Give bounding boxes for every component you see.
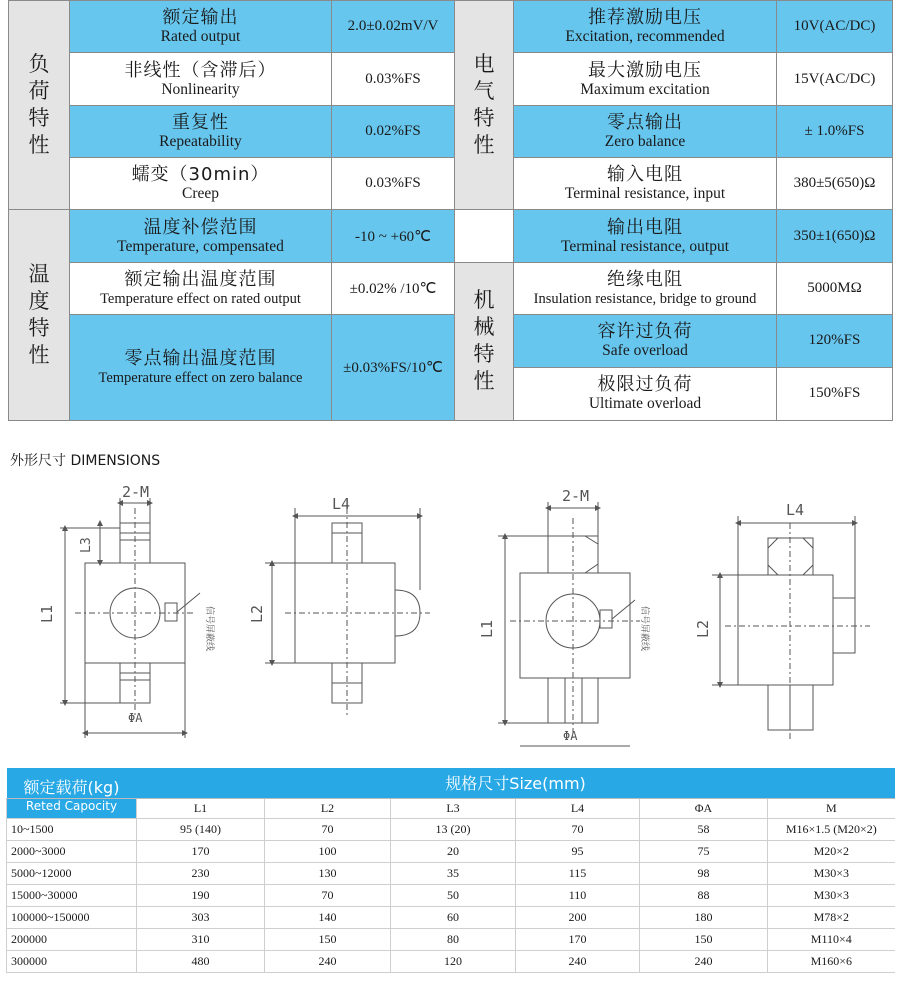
capacity-header-en: Reted Capocity xyxy=(7,798,137,818)
spec-name-cell xyxy=(514,315,777,367)
spec-name-cell xyxy=(70,210,332,262)
table-cell: 310 xyxy=(137,928,265,950)
table-cell: M110×4 xyxy=(768,928,895,950)
spec-name-en: Terminal resistance, output xyxy=(560,237,730,255)
table-cell: 15000~30000 xyxy=(7,884,137,906)
label-l1: L1 xyxy=(38,604,56,623)
spec-name-cell xyxy=(70,262,332,314)
spec-value: 150%FS xyxy=(777,367,893,420)
table-cell: 58 xyxy=(640,818,768,840)
spec-name-en: Temperature effect on rated output xyxy=(100,290,301,307)
table-cell: 100 xyxy=(265,840,391,862)
table-row xyxy=(7,906,895,928)
table-cell: 80 xyxy=(391,928,516,950)
table-row xyxy=(7,950,895,972)
spec-value: 380±5(650)Ω xyxy=(777,158,893,210)
dimensions-title: 外形尺寸 DIMENSIONS xyxy=(10,453,161,469)
category-temperature xyxy=(9,210,70,421)
label-l1-2: L1 xyxy=(478,619,496,638)
table-cell: 20 xyxy=(391,840,516,862)
column-header: L2 xyxy=(265,798,391,818)
label-cable: 信号屏蔽线 xyxy=(204,606,214,652)
dimension-drawing xyxy=(0,478,900,748)
spec-name-en: Repeatability xyxy=(159,132,242,150)
spec-name-en: Terminal resistance, input xyxy=(564,185,726,203)
spec-name-en: Safe overload xyxy=(602,342,688,360)
table-cell: M30×3 xyxy=(768,862,895,884)
spec-value: 0.03%FS xyxy=(332,53,455,105)
table-cell: 95 xyxy=(516,840,640,862)
table-row xyxy=(7,818,895,840)
spec-value: 120%FS xyxy=(777,315,893,367)
column-header: M xyxy=(768,798,895,818)
spec-name-cell xyxy=(514,105,777,157)
category-temperature-text: 温 度 特 性 xyxy=(28,262,50,368)
table-cell: 95 (140) xyxy=(137,818,265,840)
table-cell: 200000 xyxy=(7,928,137,950)
table-cell: 2000~3000 xyxy=(7,840,137,862)
table-cell: 98 xyxy=(640,862,768,884)
spec-value: 5000MΩ xyxy=(777,262,893,314)
spec-name-en: Maximum excitation xyxy=(580,80,710,98)
label-l4-2: L4 xyxy=(786,501,805,519)
spec-name-cn: 零点输出 xyxy=(607,111,683,133)
size-header-title: 规格尺寸Size(mm) xyxy=(137,768,895,798)
spec-name-cn: 额定输出温度范围 xyxy=(124,268,277,290)
table-cell: 130 xyxy=(265,862,391,884)
spec-name-cell xyxy=(514,158,777,210)
label-phi-a-2: ΦA xyxy=(563,729,578,743)
spec-name-cell xyxy=(70,1,332,53)
spec-name-cn: 极限过负荷 xyxy=(597,374,693,396)
table-cell: 13 (20) xyxy=(391,818,516,840)
table-row xyxy=(7,840,895,862)
spec-name-en: Zero balance xyxy=(604,132,686,150)
table-cell: 230 xyxy=(137,862,265,884)
capacity-header-cn: 额定载荷(kg) xyxy=(7,768,137,798)
column-header: L3 xyxy=(391,798,516,818)
spec-value: 0.03%FS xyxy=(332,158,455,210)
spec-name-cell xyxy=(70,158,332,210)
spec-name-en: Temperature, compensated xyxy=(117,237,284,255)
label-l2-2: L2 xyxy=(694,619,712,638)
table-cell: 75 xyxy=(640,840,768,862)
figure-front-view-2 xyxy=(498,502,640,746)
table-cell: 480 xyxy=(137,950,265,972)
table-cell: 150 xyxy=(640,928,768,950)
spec-name-cell xyxy=(70,53,332,105)
spec-name-cn: 非线性（含滞后） xyxy=(124,59,277,81)
spec-name-cell xyxy=(514,210,777,262)
table-row xyxy=(7,928,895,950)
spec-name-cell xyxy=(514,53,777,105)
spec-name-cn: 最大激励电压 xyxy=(588,59,702,81)
spec-name-en: Temperature effect on zero balance xyxy=(98,370,303,387)
table-cell: M78×2 xyxy=(768,906,895,928)
category-electrical xyxy=(455,1,514,210)
spec-name-cell xyxy=(70,105,332,157)
spec-name-cn: 输入电阻 xyxy=(607,164,683,186)
table-cell: M160×6 xyxy=(768,950,895,972)
size-table xyxy=(6,768,895,973)
label-2-m: 2-M xyxy=(122,483,150,501)
spec-name-cn: 蠕变（30min） xyxy=(131,164,270,186)
table-cell: 70 xyxy=(516,818,640,840)
label-l3: L3 xyxy=(79,537,94,553)
spec-name-en: Excitation, recommended xyxy=(565,28,725,46)
specification-table xyxy=(8,0,893,421)
table-cell: 170 xyxy=(137,840,265,862)
table-row xyxy=(7,862,895,884)
spec-name-cell xyxy=(70,315,332,421)
spec-name-cn: 绝缘电阻 xyxy=(607,268,683,290)
category-load xyxy=(9,1,70,210)
spec-value: 0.02%FS xyxy=(332,105,455,157)
column-header: L1 xyxy=(137,798,265,818)
table-cell: 120 xyxy=(391,950,516,972)
spec-value: 2.0±0.02mV/V xyxy=(332,1,455,53)
table-cell: 70 xyxy=(265,884,391,906)
table-cell: M30×3 xyxy=(768,884,895,906)
table-cell: 240 xyxy=(265,950,391,972)
column-header: ΦA xyxy=(640,798,768,818)
label-phi-a: ΦA xyxy=(128,711,143,725)
table-cell: 70 xyxy=(265,818,391,840)
table-cell: 35 xyxy=(391,862,516,884)
table-cell: 5000~12000 xyxy=(7,862,137,884)
table-cell: M20×2 xyxy=(768,840,895,862)
spec-name-cell xyxy=(514,1,777,53)
spec-name-cell xyxy=(514,262,777,314)
table-cell: 190 xyxy=(137,884,265,906)
table-cell: 170 xyxy=(516,928,640,950)
spec-name-cn: 重复性 xyxy=(172,111,229,133)
spec-name-en: Creep xyxy=(181,185,219,203)
table-cell: 300000 xyxy=(7,950,137,972)
table-cell: 303 xyxy=(137,906,265,928)
spec-name-cn: 容许过负荷 xyxy=(597,321,693,343)
spec-name-cn: 温度补偿范围 xyxy=(143,216,258,238)
spec-name-en: Nonlinearity xyxy=(161,80,240,98)
label-l4: L4 xyxy=(332,495,351,513)
category-mechanical xyxy=(455,262,514,420)
label-cable-2: 信号屏蔽线 xyxy=(639,606,649,652)
table-cell: 50 xyxy=(391,884,516,906)
table-cell: 180 xyxy=(640,906,768,928)
spec-value: ±0.03%FS/10℃ xyxy=(332,315,455,421)
spec-value: 15V(AC/DC) xyxy=(777,53,893,105)
category-electrical-text: 电 气 特 性 xyxy=(473,52,495,158)
table-cell: 88 xyxy=(640,884,768,906)
table-cell: 240 xyxy=(640,950,768,972)
spec-name-cn: 零点输出温度范围 xyxy=(124,348,277,370)
spec-value: 350±1(650)Ω xyxy=(777,210,893,262)
table-cell: 115 xyxy=(516,862,640,884)
category-electrical-continued xyxy=(455,210,514,262)
label-l2: L2 xyxy=(248,604,266,623)
table-cell: 140 xyxy=(265,906,391,928)
column-header: L4 xyxy=(516,798,640,818)
table-cell: M16×1.5 (M20×2) xyxy=(768,818,895,840)
table-cell: 110 xyxy=(516,884,640,906)
table-cell: 60 xyxy=(391,906,516,928)
category-mechanical-text: 机 械 特 性 xyxy=(473,288,495,394)
spec-name-en: Ultimate overload xyxy=(588,395,702,413)
figure-side-view-2 xyxy=(712,516,870,740)
spec-name-en: Insulation resistance, bridge to ground xyxy=(533,290,757,307)
label-2-m-2: 2-M xyxy=(562,487,590,505)
spec-name-cn: 额定输出 xyxy=(162,7,239,29)
table-cell: 200 xyxy=(516,906,640,928)
table-cell: 100000~150000 xyxy=(7,906,137,928)
table-row xyxy=(7,884,895,906)
spec-value: ±0.02% /10℃ xyxy=(332,262,455,314)
figure-side-view-1 xyxy=(265,508,430,718)
spec-value: 10V(AC/DC) xyxy=(777,1,893,53)
spec-name-cn: 推荐激励电压 xyxy=(588,7,702,29)
category-load-text: 负 荷 特 性 xyxy=(28,52,50,158)
spec-name-cn: 输出电阻 xyxy=(607,216,683,238)
spec-value: -10 ~ +60℃ xyxy=(332,210,455,262)
table-cell: 150 xyxy=(265,928,391,950)
table-cell: 10~1500 xyxy=(7,818,137,840)
spec-name-en: Rated output xyxy=(160,28,241,46)
spec-value: ± 1.0%FS xyxy=(777,105,893,157)
spec-name-cell xyxy=(514,367,777,420)
figure-front-view-1 xyxy=(60,498,200,738)
table-cell: 240 xyxy=(516,950,640,972)
